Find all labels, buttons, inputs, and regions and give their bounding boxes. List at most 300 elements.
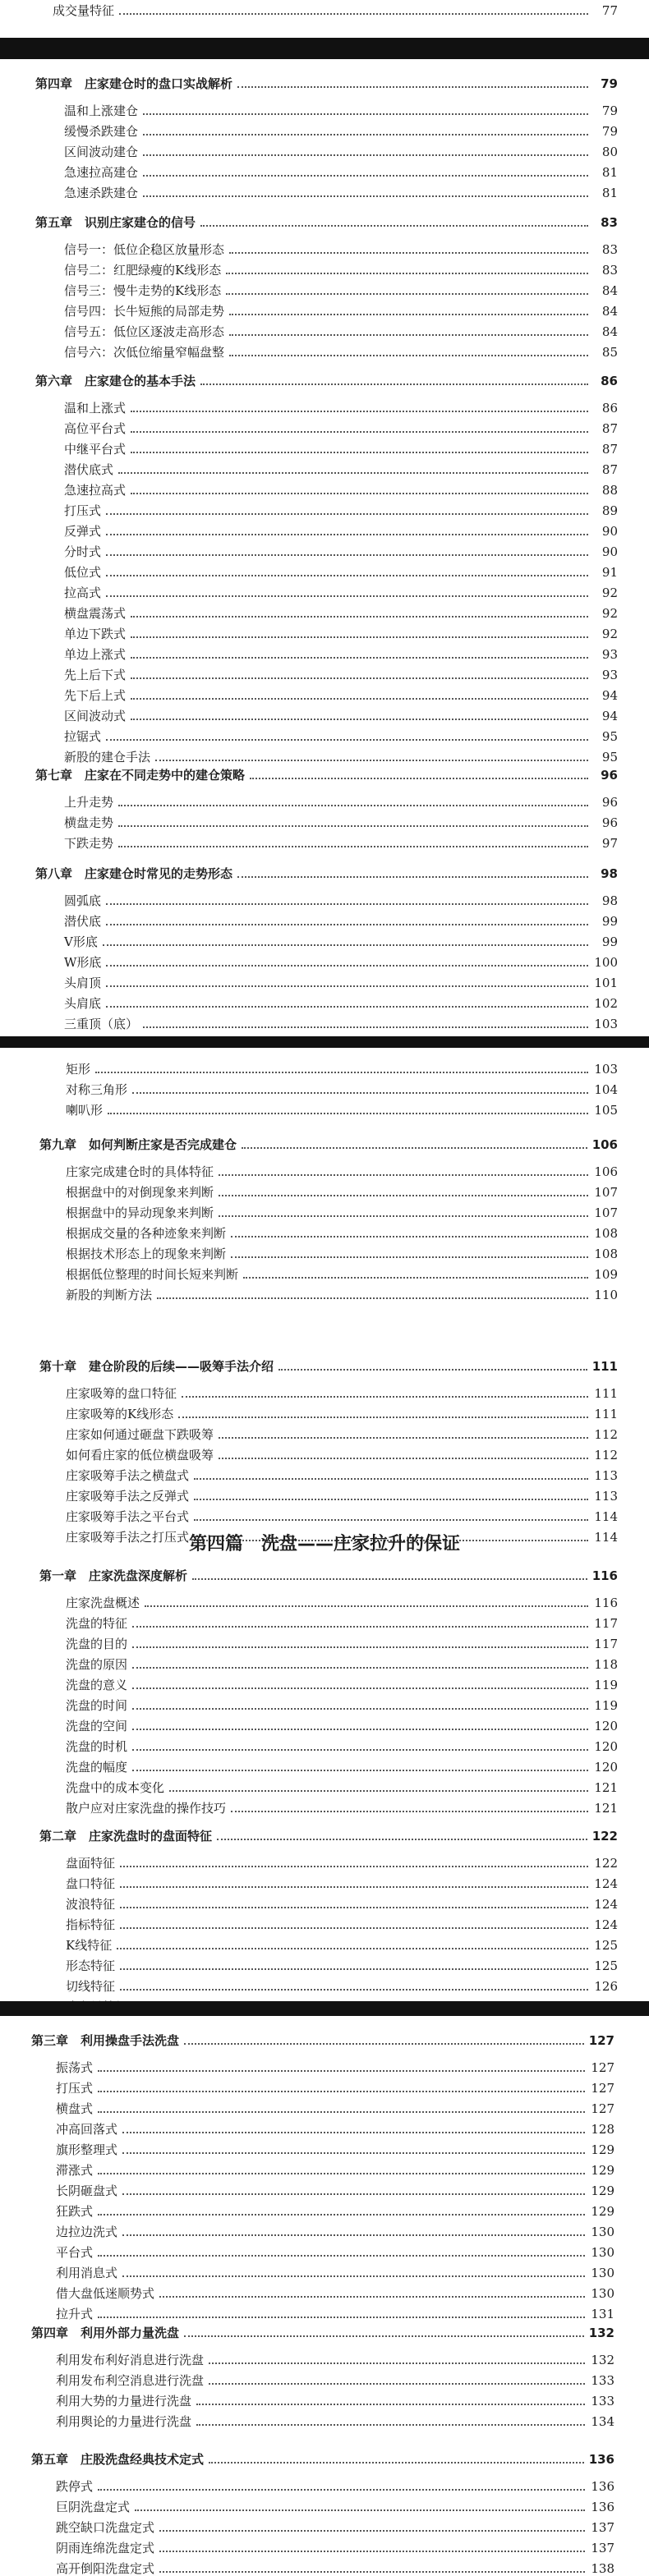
page-number: 106: [591, 1137, 618, 1152]
toc-entry[interactable]: [64, 606, 618, 621]
page-number: 119: [594, 1678, 618, 1692]
toc-entry[interactable]: [66, 1205, 618, 1220]
page-number: 98: [601, 866, 618, 881]
chapter-title: 第二章 庄家洗盘时的盘面特征: [39, 1829, 213, 1844]
entry-title: 根据技术形态上的现象来判断: [66, 1247, 227, 1261]
toc-entry[interactable]: [64, 544, 618, 559]
entry-title: 对称三角形: [66, 1082, 128, 1097]
entry-title: 利用消息式: [56, 2266, 118, 2280]
page-number: 117: [594, 1616, 618, 1631]
page-number: 111: [594, 1407, 618, 1421]
toc-entry[interactable]: [56, 2394, 614, 2408]
dot-leader: [122, 2132, 585, 2133]
chapter-entry[interactable]: [39, 1137, 618, 1152]
dot-leader: [209, 2383, 585, 2385]
toc-entry[interactable]: [56, 2414, 614, 2429]
toc-entry[interactable]: [64, 145, 618, 159]
toc-entry[interactable]: [66, 1489, 618, 1504]
dot-leader: [169, 1790, 588, 1792]
toc-entry[interactable]: [64, 483, 618, 498]
dot-leader: [120, 1866, 588, 1867]
dot-leader: [131, 493, 588, 494]
chapter-entry[interactable]: [35, 374, 618, 388]
dot-leader: [131, 677, 588, 679]
toc-entry[interactable]: [66, 1760, 618, 1775]
page-number: 98: [601, 893, 618, 908]
toc-entry[interactable]: [66, 1801, 618, 1816]
dot-leader: [131, 657, 588, 659]
chapter-entry[interactable]: [31, 2033, 614, 2048]
toc-entry[interactable]: [66, 1856, 618, 1871]
entry-title: 庄家吸筹手法之横盘式: [66, 1468, 190, 1483]
page-number: 113: [594, 1489, 618, 1504]
dot-leader: [135, 2509, 585, 2511]
toc-entry[interactable]: [64, 955, 618, 970]
page-number: 128: [591, 2122, 614, 2137]
page-number: 101: [594, 976, 618, 990]
entry-title: 狂跌式: [56, 2204, 94, 2219]
entry-title: 拉锯式: [64, 729, 102, 744]
dot-leader: [231, 1811, 588, 1812]
dot-leader: [194, 1478, 588, 1480]
dot-leader: [219, 1174, 588, 1176]
dot-leader: [122, 2234, 585, 2236]
toc-entry[interactable]: [56, 2142, 614, 2157]
page-number: 85: [601, 345, 618, 360]
dot-leader: [118, 805, 588, 806]
entry-title: 形态特征: [66, 1958, 116, 1973]
dot-leader: [118, 846, 588, 847]
dot-leader: [278, 1369, 587, 1371]
page-number: 113: [594, 1468, 618, 1483]
entry-title: 洗盘的时间: [66, 1698, 128, 1713]
dot-leader: [98, 2070, 585, 2072]
chapter-title: 第四章 庄家建仓时的盘口实战解析: [35, 76, 233, 91]
toc-entry[interactable]: [66, 1780, 618, 1795]
page-number: 112: [594, 1448, 618, 1462]
dot-leader: [200, 383, 588, 385]
toc-entry[interactable]: [66, 1448, 618, 1462]
page-separator: [0, 38, 649, 59]
toc-entry[interactable]: [64, 186, 618, 200]
page-number: 83: [601, 215, 618, 230]
page-number: 116: [594, 1596, 618, 1610]
entry-title: 庄家吸筹的盘口特征: [66, 1386, 177, 1401]
entry-title: 洗盘的特征: [66, 1616, 128, 1631]
toc-entry[interactable]: [56, 2307, 614, 2321]
chapter-title: 第三章 利用操盘手法洗盘: [31, 2033, 180, 2048]
dot-leader: [178, 1417, 588, 1418]
page-number: 118: [594, 1657, 618, 1672]
dot-leader: [226, 293, 588, 295]
entry-title: K线特征: [66, 1938, 113, 1953]
toc-entry[interactable]: [64, 709, 618, 723]
toc-entry[interactable]: [66, 1897, 618, 1912]
dot-leader: [106, 739, 588, 741]
toc-entry[interactable]: [56, 2183, 614, 2198]
toc-entry[interactable]: [56, 2204, 614, 2219]
entry-title: 信号二：红肥绿瘦的K线形态: [64, 263, 222, 278]
dot-leader: [231, 1256, 588, 1258]
toc-entry[interactable]: [64, 421, 618, 436]
toc-entry[interactable]: [64, 729, 618, 744]
toc-entry[interactable]: [66, 1979, 618, 1994]
entry-title: 盘面特征: [66, 1856, 116, 1871]
page-number: 87: [601, 462, 618, 477]
toc-entry[interactable]: [66, 1468, 618, 1483]
dot-leader: [209, 2362, 585, 2364]
dot-leader: [143, 195, 588, 197]
toc-entry[interactable]: [53, 3, 618, 18]
toc-entry[interactable]: [66, 1185, 618, 1200]
entry-title: 振荡式: [56, 2060, 94, 2075]
dot-leader: [118, 825, 588, 827]
page-number: 90: [601, 524, 618, 539]
page-number: 124: [594, 1897, 618, 1912]
dot-leader: [132, 1770, 588, 1771]
toc-entry[interactable]: [66, 1247, 618, 1261]
toc-entry[interactable]: [66, 1698, 618, 1713]
toc-entry[interactable]: [64, 103, 618, 118]
toc-entry[interactable]: [64, 688, 618, 703]
toc-entry[interactable]: [66, 1288, 618, 1302]
chapter-entry[interactable]: [31, 2326, 614, 2340]
dot-leader: [106, 1006, 588, 1008]
toc-entry[interactable]: [66, 1509, 618, 1524]
page-number: 103: [594, 1062, 618, 1077]
toc-entry[interactable]: [66, 1062, 618, 1077]
page-number: 124: [594, 1876, 618, 1891]
toc-entry[interactable]: [64, 304, 618, 319]
toc-entry[interactable]: [66, 1226, 618, 1241]
page-number: 107: [594, 1185, 618, 1200]
toc-entry[interactable]: [64, 976, 618, 990]
dot-leader: [131, 452, 588, 453]
dot-leader: [122, 2193, 585, 2195]
page-number: 103: [594, 1017, 618, 1031]
toc-entry[interactable]: [64, 795, 618, 810]
page-number: 83: [601, 242, 618, 257]
toc-entry[interactable]: [66, 1637, 618, 1651]
toc-entry[interactable]: [64, 815, 618, 830]
toc-entry[interactable]: [64, 124, 618, 139]
toc-entry[interactable]: [66, 1958, 618, 1973]
entry-title: 分时式: [64, 544, 102, 559]
entry-title: 三重顶（底）: [64, 1017, 139, 1031]
page-number: 87: [601, 442, 618, 457]
dot-leader: [219, 1215, 588, 1217]
page-number: 129: [591, 2183, 614, 2198]
entry-title: 信号四：长牛短熊的局部走势: [64, 304, 225, 319]
entry-title: 洗盘的空间: [66, 1719, 128, 1733]
entry-title: 庄家吸筹的K线形态: [66, 1407, 174, 1421]
toc-entry[interactable]: [64, 585, 618, 600]
dot-leader: [119, 13, 588, 15]
toc-entry[interactable]: [56, 2225, 614, 2239]
dot-leader: [237, 86, 588, 88]
dot-leader: [243, 1277, 588, 1279]
entry-title: 潜伏底: [64, 914, 102, 929]
dot-leader: [184, 2043, 584, 2045]
toc-entry[interactable]: [64, 668, 618, 682]
entry-title: 区间波动建仓: [64, 145, 139, 159]
page-number: 84: [601, 283, 618, 298]
dot-leader: [106, 965, 588, 967]
page-number: 124: [594, 1917, 618, 1932]
toc-entry[interactable]: [64, 750, 618, 765]
dot-leader: [194, 1499, 588, 1500]
page-number: 111: [594, 1386, 618, 1401]
toc-entry[interactable]: [66, 1407, 618, 1421]
entry-title: 指标特征: [66, 1917, 116, 1932]
toc-entry[interactable]: [64, 283, 618, 298]
page-number: 127: [591, 2101, 614, 2116]
page-number: 120: [594, 1739, 618, 1754]
dot-leader: [182, 1396, 588, 1398]
toc-entry[interactable]: [64, 914, 618, 929]
dot-leader: [106, 924, 588, 925]
page-number: 132: [588, 2326, 614, 2340]
dot-leader: [217, 1839, 587, 1840]
page-number: 79: [601, 76, 618, 91]
toc-entry[interactable]: [66, 1657, 618, 1672]
toc-entry[interactable]: [64, 503, 618, 518]
toc-entry[interactable]: [64, 524, 618, 539]
chapter-entry[interactable]: [35, 866, 618, 881]
page-number: 138: [591, 2561, 614, 2576]
toc-entry[interactable]: [56, 2479, 614, 2494]
toc-entry[interactable]: [56, 2373, 614, 2388]
toc-entry[interactable]: [64, 345, 618, 360]
page-number: 127: [591, 2081, 614, 2096]
page-number: 105: [594, 1103, 618, 1118]
chapter-entry[interactable]: [35, 76, 618, 91]
page-number: 100: [594, 955, 618, 970]
dot-leader: [98, 2111, 585, 2113]
dot-leader: [118, 472, 588, 474]
page-number: 80: [601, 145, 618, 159]
toc-entry[interactable]: [66, 1719, 618, 1733]
toc-entry[interactable]: [56, 2500, 614, 2514]
page-number: 130: [591, 2266, 614, 2280]
toc-entry[interactable]: [66, 1917, 618, 1932]
entry-title: 洗盘的原因: [66, 1657, 128, 1672]
entry-title: 如何看庄家的低位横盘吸筹: [66, 1448, 214, 1462]
entry-title: 温和上涨建仓: [64, 103, 139, 118]
toc-entry[interactable]: [66, 1386, 618, 1401]
toc-entry[interactable]: [56, 2163, 614, 2178]
toc-entry[interactable]: [64, 462, 618, 477]
dot-leader: [106, 513, 588, 515]
page-number: 83: [601, 263, 618, 278]
page-number: 114: [594, 1530, 618, 1545]
chapter-title: 第五章 庄股洗盘经典技术定式: [31, 2452, 205, 2467]
dot-leader: [103, 944, 588, 946]
entry-title: 利用发布利空消息进行洗盘: [56, 2373, 205, 2388]
toc-entry[interactable]: [64, 565, 618, 580]
dot-leader: [219, 1195, 588, 1196]
entry-title: 急速拉高建仓: [64, 165, 139, 180]
toc-entry[interactable]: [56, 2561, 614, 2576]
entry-title: 中继平台式: [64, 442, 127, 457]
toc-entry[interactable]: [66, 1427, 618, 1442]
entry-title: 缓慢杀跌建仓: [64, 124, 139, 139]
entry-title: 拉升式: [56, 2307, 94, 2321]
entry-title: 洗盘中的成本变化: [66, 1780, 165, 1795]
chapter-entry[interactable]: [35, 768, 618, 783]
entry-title: 温和上涨式: [64, 401, 127, 416]
toc-entry[interactable]: [56, 2266, 614, 2280]
dot-leader: [229, 314, 588, 315]
toc-entry[interactable]: [66, 1082, 618, 1097]
dot-leader: [143, 175, 588, 177]
toc-entry[interactable]: [64, 442, 618, 457]
page-number: 81: [601, 165, 618, 180]
toc-entry[interactable]: [64, 165, 618, 180]
page-number: 136: [591, 2479, 614, 2494]
entry-title: 根据成交量的各种迹象来判断: [66, 1226, 227, 1241]
chapter-entry[interactable]: [39, 1359, 618, 1374]
entry-title: 庄家完成建仓时的具体特征: [66, 1164, 214, 1179]
dot-leader: [159, 2296, 585, 2298]
chapter-entry[interactable]: [39, 1568, 618, 1583]
page-number: 125: [594, 1958, 618, 1973]
entry-title: 洗盘的幅度: [66, 1760, 128, 1775]
dot-leader: [120, 1968, 588, 1970]
chapter-entry[interactable]: [31, 2452, 614, 2467]
dot-leader: [132, 1092, 588, 1094]
entry-title: 新股的判断方法: [66, 1288, 153, 1302]
toc-entry[interactable]: [66, 1678, 618, 1692]
entry-title: 根据盘中的对倒现象来判断: [66, 1185, 214, 1200]
toc-entry[interactable]: [66, 1938, 618, 1953]
dot-leader: [194, 1519, 588, 1521]
dot-leader: [98, 2255, 585, 2257]
toc-entry[interactable]: [64, 836, 618, 851]
entry-title: 急速杀跌建仓: [64, 186, 139, 200]
dot-leader: [120, 1927, 588, 1929]
dot-leader: [229, 334, 588, 336]
page-number: 136: [591, 2500, 614, 2514]
page-number: 120: [594, 1760, 618, 1775]
page-number: 93: [601, 668, 618, 682]
page-number: 96: [601, 815, 618, 830]
page-number: 129: [591, 2163, 614, 2178]
dot-leader: [250, 778, 588, 779]
part-heading: 第四篇 洗盘——庄家拉升的保证: [188, 1534, 460, 1554]
entry-title: 信号三：慢牛走势的K线形态: [64, 283, 222, 298]
page-number: 122: [591, 1829, 618, 1844]
toc-entry[interactable]: [56, 2081, 614, 2096]
toc-entry[interactable]: [64, 934, 618, 949]
entry-title: 信号一：低位企稳区放量形态: [64, 242, 225, 257]
page-number: 133: [591, 2394, 614, 2408]
toc-entry[interactable]: [64, 324, 618, 339]
page-number: 79: [601, 103, 618, 118]
dot-leader: [131, 411, 588, 412]
toc-entry[interactable]: [64, 893, 618, 908]
toc-entry[interactable]: [56, 2245, 614, 2260]
toc-entry[interactable]: [56, 2060, 614, 2075]
page-number: 93: [601, 647, 618, 662]
dot-leader: [219, 1437, 588, 1439]
toc-entry[interactable]: [56, 2541, 614, 2555]
page-number: 92: [601, 585, 618, 600]
entry-title: 喇叭形: [66, 1103, 104, 1118]
dot-leader: [98, 2173, 585, 2174]
entry-title: 根据低位整理的时间长短来判断: [66, 1267, 239, 1282]
dot-leader: [155, 760, 588, 761]
toc-entry[interactable]: [66, 1103, 618, 1118]
dot-leader: [122, 2275, 585, 2277]
dot-leader: [132, 1708, 588, 1710]
toc-entry[interactable]: [66, 1596, 618, 1610]
entry-title: 洗盘的意义: [66, 1678, 128, 1692]
dot-leader: [237, 876, 588, 878]
page-number: 90: [601, 544, 618, 559]
toc-entry[interactable]: [56, 2520, 614, 2535]
page-number: 97: [601, 836, 618, 851]
toc-entry[interactable]: [66, 1876, 618, 1891]
entry-title: 庄家如何通过砸盘下跌吸筹: [66, 1427, 214, 1442]
chapter-entry[interactable]: [35, 215, 618, 230]
toc-entry[interactable]: [66, 1267, 618, 1282]
toc-entry[interactable]: [66, 1164, 618, 1179]
dot-leader: [209, 2462, 584, 2464]
toc-entry[interactable]: [64, 647, 618, 662]
entry-title: 滞涨式: [56, 2163, 94, 2178]
toc-entry[interactable]: [64, 263, 618, 278]
chapter-title: 第十章 建仓阶段的后续——吸筹手法介绍: [39, 1359, 274, 1374]
toc-entry[interactable]: [64, 627, 618, 641]
dot-leader: [143, 154, 588, 156]
dot-leader: [120, 1907, 588, 1908]
entry-title: 单边上涨式: [64, 647, 127, 662]
toc-entry[interactable]: [56, 2101, 614, 2116]
page-number: 109: [594, 1267, 618, 1282]
toc-entry[interactable]: [64, 401, 618, 416]
dot-leader: [159, 2551, 585, 2552]
entry-title: 旗形整理式: [56, 2142, 118, 2157]
page-number: 88: [601, 483, 618, 498]
page-number: 99: [601, 934, 618, 949]
toc-entry[interactable]: [56, 2286, 614, 2301]
dot-leader: [106, 575, 588, 576]
page-number: 81: [601, 186, 618, 200]
toc-entry[interactable]: [64, 1017, 618, 1031]
toc-entry[interactable]: [56, 2122, 614, 2137]
dot-leader: [131, 431, 588, 433]
dot-leader: [108, 1113, 588, 1114]
toc-entry[interactable]: [56, 2353, 614, 2367]
dot-leader: [106, 554, 588, 556]
toc-entry[interactable]: [64, 242, 618, 257]
chapter-title: 第七章 庄家在不同走势中的建仓策略: [35, 768, 246, 783]
toc-entry[interactable]: [66, 1739, 618, 1754]
entry-title: 先下后上式: [64, 688, 127, 703]
entry-title: V形底: [64, 934, 98, 949]
dot-leader: [98, 2489, 585, 2491]
dot-leader: [192, 1578, 587, 1580]
entry-title: W形底: [64, 955, 102, 970]
chapter-entry[interactable]: [39, 1829, 618, 1844]
toc-entry[interactable]: [66, 1616, 618, 1631]
page-number: 94: [601, 709, 618, 723]
entry-title: 低位式: [64, 565, 102, 580]
page-number: 108: [594, 1247, 618, 1261]
dot-leader: [196, 2424, 585, 2426]
toc-entry[interactable]: [64, 996, 618, 1011]
